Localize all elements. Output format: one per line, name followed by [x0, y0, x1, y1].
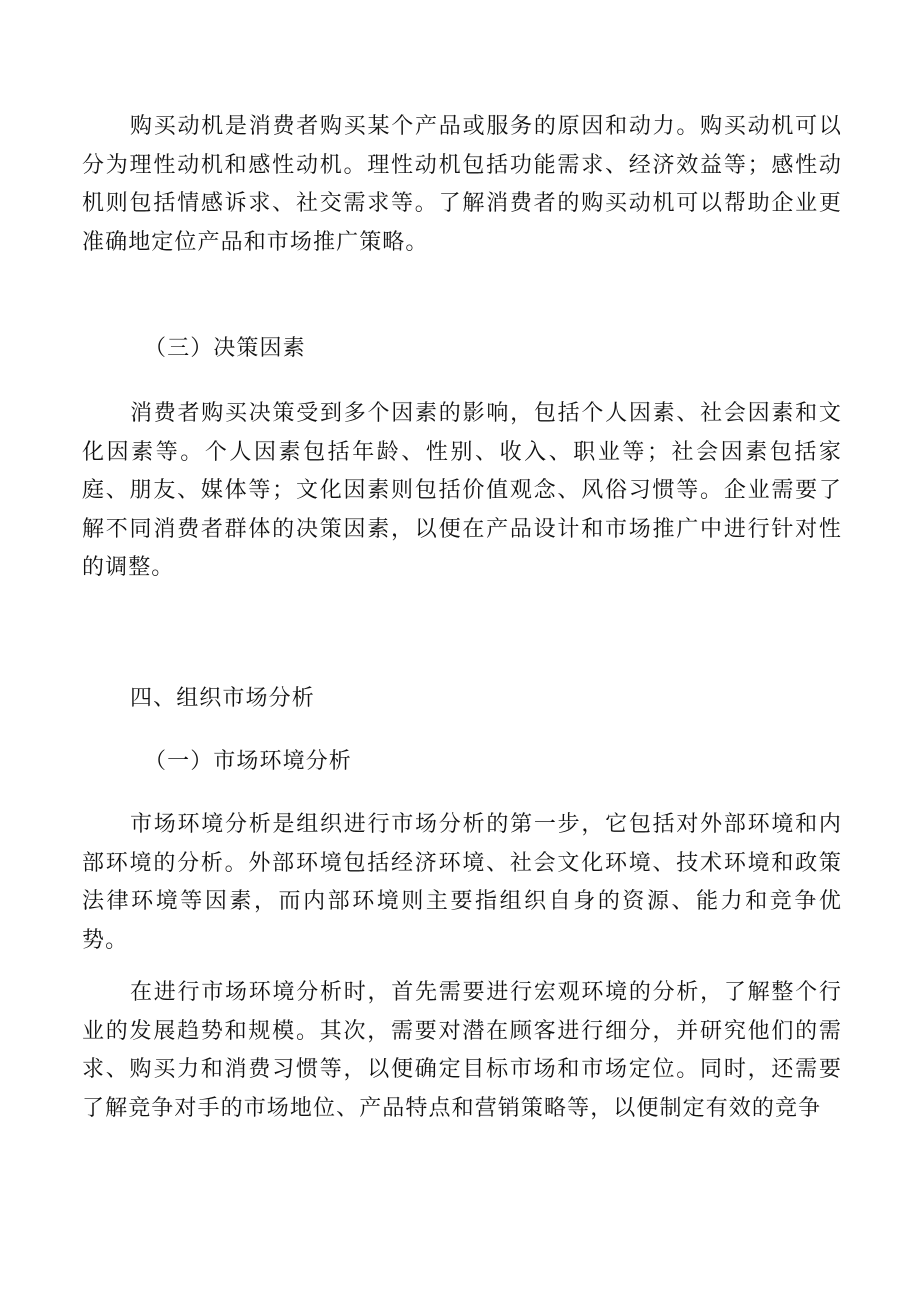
heading-market-environment-analysis: （一）市场环境分析	[144, 749, 352, 774]
heading-decision-factors: （三）决策因素	[144, 336, 306, 361]
heading-organization-market-analysis: 四、组织市场分析	[130, 686, 315, 711]
paragraph-environment-analysis-steps: 在进行市场环境分析时，首先需要进行宏观环境的分析，了解整个行业的发展趋势和规模。其次，需要对潜在顾客进行细分，并研究他们的需求、购买力和消费习惯等，以便确定目标市场和市场定位。同时，还需要了解竞争对手的市场地位、产品特点和营销策略等，以便制定有效的竞争	[82, 980, 842, 1121]
paragraph-purchase-motivation: 购买动机是消费者购买某个产品或服务的原因和动力。购买动机可以分为理性动机和感性动机。理性动机包括功能需求、经济效益等；感性动机则包括情感诉求、社交需求等。了解消费者的购买动机可以帮助企业更准确地定位产品和市场推广策略。	[82, 114, 842, 255]
paragraph-market-environment: 市场环境分析是组织进行市场分析的第一步，它包括对外部环境和内部环境的分析。外部环境包括经济环境、社会文化环境、技术环境和政策法律环境等因素，而内部环境则主要指组织自身的资源、能力和竞争优势。	[82, 812, 842, 953]
paragraph-decision-factors: 消费者购买决策受到多个因素的影响，包括个人因素、社会因素和文化因素等。个人因素包括年龄、性别、收入、职业等；社会因素包括家庭、朋友、媒体等；文化因素则包括价值观念、风俗习惯等。企业需要了解不同消费者群体的决策因素，以便在产品设计和市场推广中进行针对性的调整。	[82, 401, 842, 580]
